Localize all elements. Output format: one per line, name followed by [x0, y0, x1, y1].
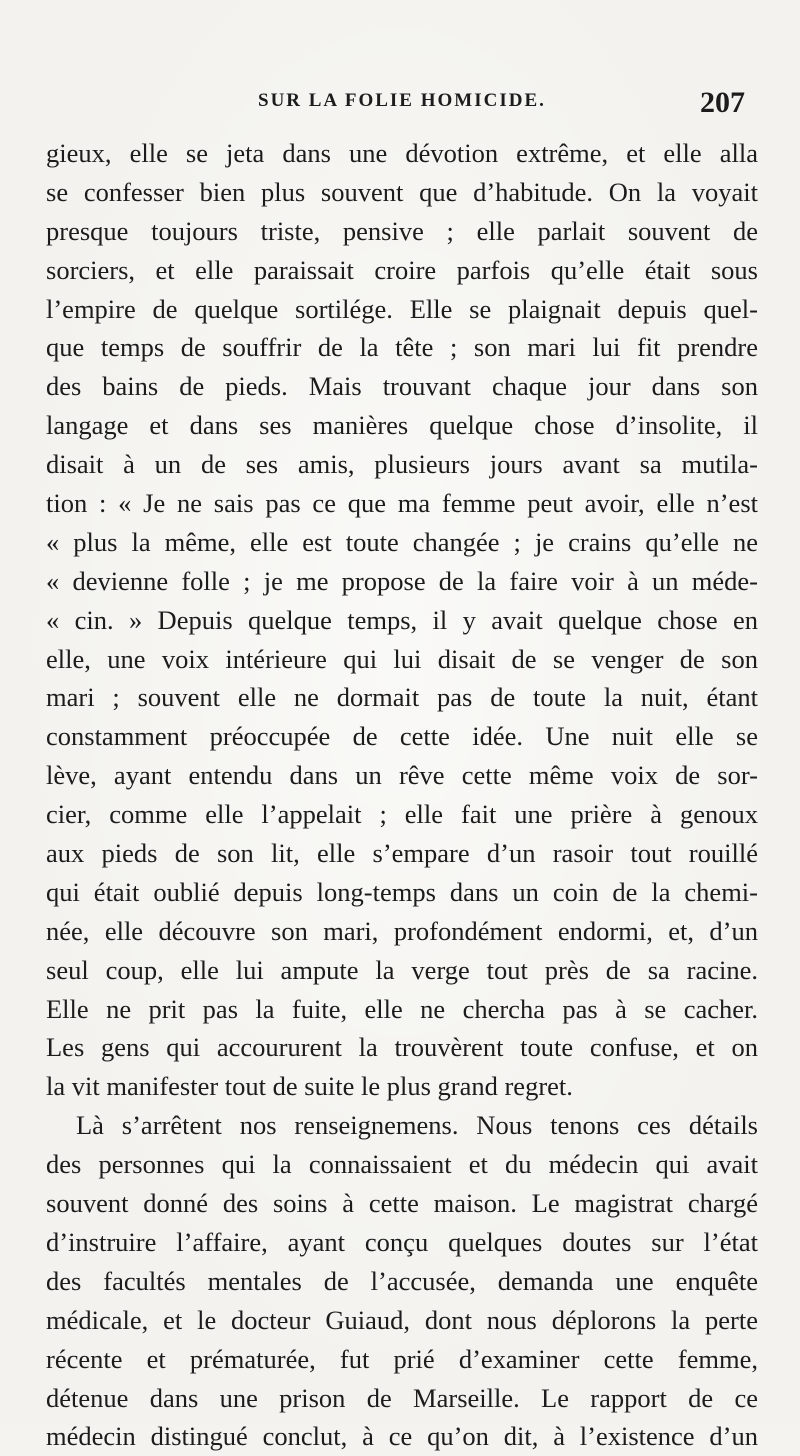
text-line: médecin distingué conclut, à ce qu’on dit, à l’existence d’un — [46, 1421, 758, 1452]
text-line: mari ; souvent elle ne dormait pas de toute la nuit, étant — [46, 682, 758, 713]
text-line: constamment préoccupée de cette idée. Une nuit elle se — [46, 721, 758, 752]
text-line: seul coup, elle lui ampute la verge tout près de sa racine. — [46, 954, 758, 985]
paragraph-end-line: la vit manifester tout de suite le plus grand regret. — [46, 1071, 573, 1102]
page-number: 207 — [700, 86, 745, 119]
text-line: qui était oublié depuis long-temps dans un coin de la chemi- — [46, 876, 758, 907]
text-line: récente et prématurée, fut prié d’examiner cette femme, — [46, 1343, 758, 1374]
text-line: tion : « Je ne sais pas ce que ma femme peut avoir, elle n’est — [46, 488, 758, 519]
text-line: elle, une voix intérieure qui lui disait de se venger de son — [46, 643, 758, 674]
text-line: « cin. » Depuis quelque temps, il y avait quelque chose en — [46, 604, 758, 635]
text-line: médicale, et le docteur Guiaud, dont nous déplorons la perte — [46, 1304, 758, 1335]
text-line: langage et dans ses manières quelque chose d’insolite, il — [46, 410, 758, 441]
text-line: née, elle découvre son mari, profondément endormi, et, d’un — [46, 915, 758, 946]
page-header — [0, 86, 800, 126]
text-line: des facultés mentales de l’accusée, demanda une enquête — [46, 1265, 758, 1296]
text-line: gieux, elle se jeta dans une dévotion extrême, et elle alla — [46, 138, 758, 168]
text-line: d’instruire l’affaire, ayant conçu quelques doutes sur l’état — [46, 1226, 758, 1257]
text-line: lève, ayant entendu dans un rêve cette même voix de sor- — [46, 760, 758, 791]
text-line: détenue dans une prison de Marseille. Le rapport de ce — [46, 1382, 758, 1413]
text-line: aux pieds de son lit, elle s’empare d’un rasoir tout rouillé — [46, 838, 758, 869]
text-line: Elle ne prit pas la fuite, elle ne chercha pas à se cacher. — [46, 993, 758, 1024]
text-line: l’empire de quelque sortilége. Elle se plaignait depuis quel- — [46, 293, 758, 324]
text-line: des bains de pieds. Mais trouvant chaque jour dans son — [46, 371, 758, 402]
text-line: se confesser bien plus souvent que d’habitude. On la voyait — [46, 176, 758, 207]
paragraph-start-line: Là s’arrêtent nos renseignemens. Nous tenons ces détails — [76, 1110, 758, 1141]
text-line: sorciers, et elle paraissait croire parfois qu’elle était sous — [46, 254, 758, 285]
body-text — [46, 134, 758, 1456]
text-line: des personnes qui la connaissaient et du médecin qui avait — [46, 1149, 758, 1180]
text-line: cier, comme elle l’appelait ; elle fait une prière à genoux — [46, 799, 758, 830]
text-line: « plus la même, elle est toute changée ; je crains qu’elle ne — [46, 526, 758, 557]
text-line: presque toujours triste, pensive ; elle parlait souvent de — [46, 215, 758, 246]
text-line: que temps de souffrir de la tête ; son mari lui fit prendre — [46, 332, 758, 363]
text-line: Les gens qui accoururent la trouvèrent toute confuse, et on — [46, 1032, 758, 1063]
text-line: souvent donné des soins à cette maison. Le magistrat chargé — [46, 1188, 758, 1219]
running-title: SUR LA FOLIE HOMICIDE. — [258, 90, 546, 111]
text-line: « devienne folle ; je me propose de la faire voir à un méde- — [46, 565, 758, 596]
text-line: disait à un de ses amis, plusieurs jours avant sa mutila- — [46, 449, 758, 480]
